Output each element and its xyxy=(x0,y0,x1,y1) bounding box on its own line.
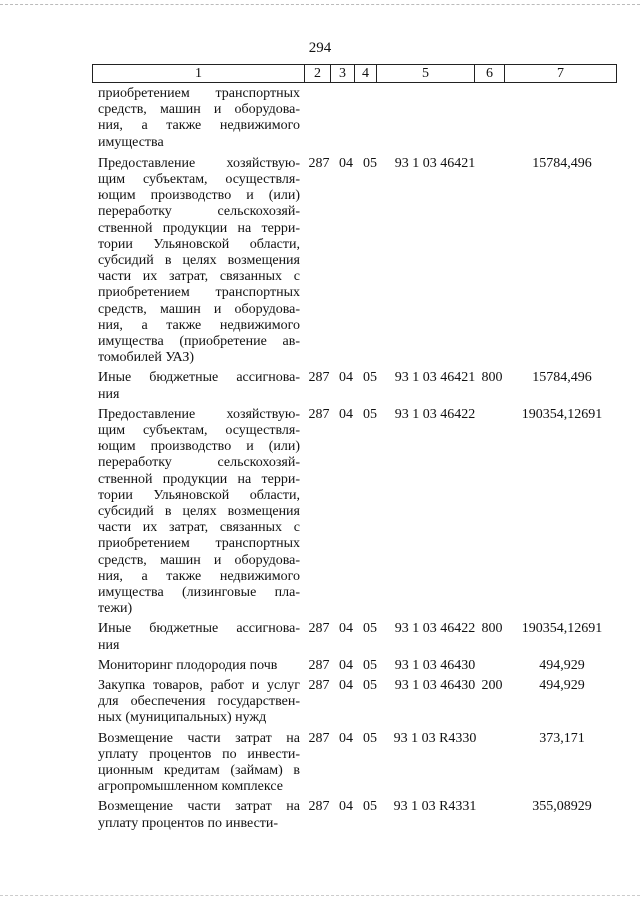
row-description xyxy=(98,799,300,831)
cell-amount: 494,929 xyxy=(539,678,585,693)
cell-subsection: 05 xyxy=(363,621,377,637)
cell-subsection: 05 xyxy=(363,406,377,422)
description-line: уплату процентов по инвести- xyxy=(98,815,279,831)
cell-target-article: 93 1 03 46430 xyxy=(394,678,476,693)
cell-target-article: 93 1 03 R4330 xyxy=(393,730,477,746)
page-number: 294 xyxy=(308,40,332,56)
cell-expense-type: 200 xyxy=(481,678,503,693)
description-line: средств, машин и оборудова- xyxy=(98,102,300,118)
description-line: переработку сельскохозяй- xyxy=(98,204,300,220)
description-line: Предоставление хозяйствую- xyxy=(98,406,300,422)
cell-amount: 15784,496 xyxy=(532,155,592,171)
description-line: для обеспечения государствен- xyxy=(98,694,300,710)
description-line: ния xyxy=(98,637,120,653)
cell-amount: 15784,496 xyxy=(532,370,592,386)
description-line: ния, а также недвижимого xyxy=(98,568,300,584)
description-line: агропромышленном комплексе xyxy=(98,779,283,795)
description-line: Возмещение части затрат на xyxy=(98,799,300,815)
description-line: Возмещение части затрат на xyxy=(98,730,300,746)
cell-ministry-code: 287 xyxy=(308,678,330,693)
cell-ministry-code: 287 xyxy=(308,370,330,386)
description-line: средств, машин и оборудова- xyxy=(98,552,300,568)
description-line: субсидий в целях возмещения xyxy=(98,253,300,269)
cell-ministry-code: 287 xyxy=(308,406,330,422)
cell-section: 04 xyxy=(339,799,353,815)
description-line: щим субъектам, осуществля- xyxy=(98,172,300,187)
column-header-6: 6 xyxy=(475,65,505,83)
description-line: Иные бюджетные ассигнова- xyxy=(98,621,300,637)
description-line: приобретением транспортных xyxy=(98,86,300,101)
row-description xyxy=(98,678,300,727)
description-line: тории Ульяновской области, xyxy=(98,487,300,503)
cell-section: 04 xyxy=(339,370,353,386)
description-line: ственной продукции на терри- xyxy=(98,471,300,487)
description-line: ния, а также недвижимого xyxy=(98,118,300,134)
description-line: имущества (приобретение ав- xyxy=(98,334,300,350)
cell-amount: 190354,12691 xyxy=(521,406,603,422)
description-line: части их затрат, связанных с xyxy=(98,269,300,285)
scan-edge-top xyxy=(0,4,640,6)
description-line: ющим производство и (или) xyxy=(98,188,300,204)
cell-ministry-code: 287 xyxy=(308,155,330,171)
cell-expense-type: 800 xyxy=(481,370,503,386)
cell-ministry-code: 287 xyxy=(308,657,330,673)
description-line: Предоставление хозяйствую- xyxy=(98,155,300,171)
cell-subsection: 05 xyxy=(363,370,377,386)
description-line: томобилей УАЗ) xyxy=(98,350,195,366)
cell-subsection: 05 xyxy=(363,730,377,746)
description-line: Мониторинг плодородия почв xyxy=(98,657,278,673)
column-header-4: 4 xyxy=(355,65,377,83)
description-line: тежи) xyxy=(98,601,133,617)
column-header-3: 3 xyxy=(331,65,355,83)
cell-amount: 355,08929 xyxy=(532,799,592,815)
row-description xyxy=(98,86,300,151)
cell-target-article: 93 1 03 46421 xyxy=(394,155,476,171)
column-header-table xyxy=(92,64,617,83)
cell-target-article: 93 1 03 46430 xyxy=(394,657,476,673)
description-line: имущества xyxy=(98,134,164,150)
cell-amount: 494,929 xyxy=(539,657,585,673)
description-line: переработку сельскохозяй- xyxy=(98,455,300,471)
row-description xyxy=(98,407,300,618)
cell-subsection: 05 xyxy=(363,678,377,693)
cell-ministry-code: 287 xyxy=(308,621,330,637)
scan-edge-bottom xyxy=(0,895,640,897)
column-header-5: 5 xyxy=(377,65,475,83)
description-line: приобретением транспортных xyxy=(98,285,300,301)
cell-section: 04 xyxy=(339,678,353,693)
row-description xyxy=(98,156,300,367)
column-header-1: 1 xyxy=(93,65,305,83)
description-line: щим субъектам, осуществля- xyxy=(98,423,300,438)
cell-expense-type: 800 xyxy=(481,621,503,637)
row-description xyxy=(98,658,300,674)
cell-section: 04 xyxy=(339,155,353,171)
description-line: ных (муниципальных) нужд xyxy=(98,710,267,726)
cell-subsection: 05 xyxy=(363,155,377,171)
description-line: субсидий в целях возмещения xyxy=(98,504,300,520)
cell-target-article: 93 1 03 46422 xyxy=(394,621,476,637)
cell-ministry-code: 287 xyxy=(308,799,330,815)
description-line: ственной продукции на терри- xyxy=(98,220,300,236)
cell-subsection: 05 xyxy=(363,657,377,673)
row-description xyxy=(98,370,300,402)
cell-section: 04 xyxy=(339,406,353,422)
description-line: части их затрат, связанных с xyxy=(98,520,300,536)
cell-amount: 190354,12691 xyxy=(521,621,603,637)
cell-target-article: 93 1 03 46422 xyxy=(394,406,476,422)
cell-target-article: 93 1 03 46421 xyxy=(394,370,476,386)
description-line: имущества (лизинговые пла- xyxy=(98,585,300,601)
description-line: ционным кредитам (займам) в xyxy=(98,763,300,778)
description-line: уплату процентов по инвести- xyxy=(98,746,300,762)
cell-subsection: 05 xyxy=(363,799,377,815)
cell-target-article: 93 1 03 R4331 xyxy=(393,799,477,815)
column-header-row xyxy=(93,65,617,83)
description-line: средств, машин и оборудова- xyxy=(98,301,300,317)
description-line: ния, а также недвижимого xyxy=(98,317,300,333)
description-line: Иные бюджетные ассигнова- xyxy=(98,370,300,386)
column-header-2: 2 xyxy=(305,65,331,83)
row-description xyxy=(98,621,300,653)
cell-ministry-code: 287 xyxy=(308,730,330,746)
cell-section: 04 xyxy=(339,621,353,637)
description-line: Закупка товаров, работ и услуг xyxy=(98,678,300,693)
description-line: тории Ульяновской области, xyxy=(98,236,300,252)
column-header-7: 7 xyxy=(505,65,617,83)
cell-amount: 373,171 xyxy=(539,730,585,746)
description-line: приобретением транспортных xyxy=(98,536,300,552)
cell-section: 04 xyxy=(339,657,353,673)
description-line: ющим производство и (или) xyxy=(98,439,300,455)
row-description xyxy=(98,731,300,796)
description-line: ния xyxy=(98,386,120,402)
cell-section: 04 xyxy=(339,730,353,746)
